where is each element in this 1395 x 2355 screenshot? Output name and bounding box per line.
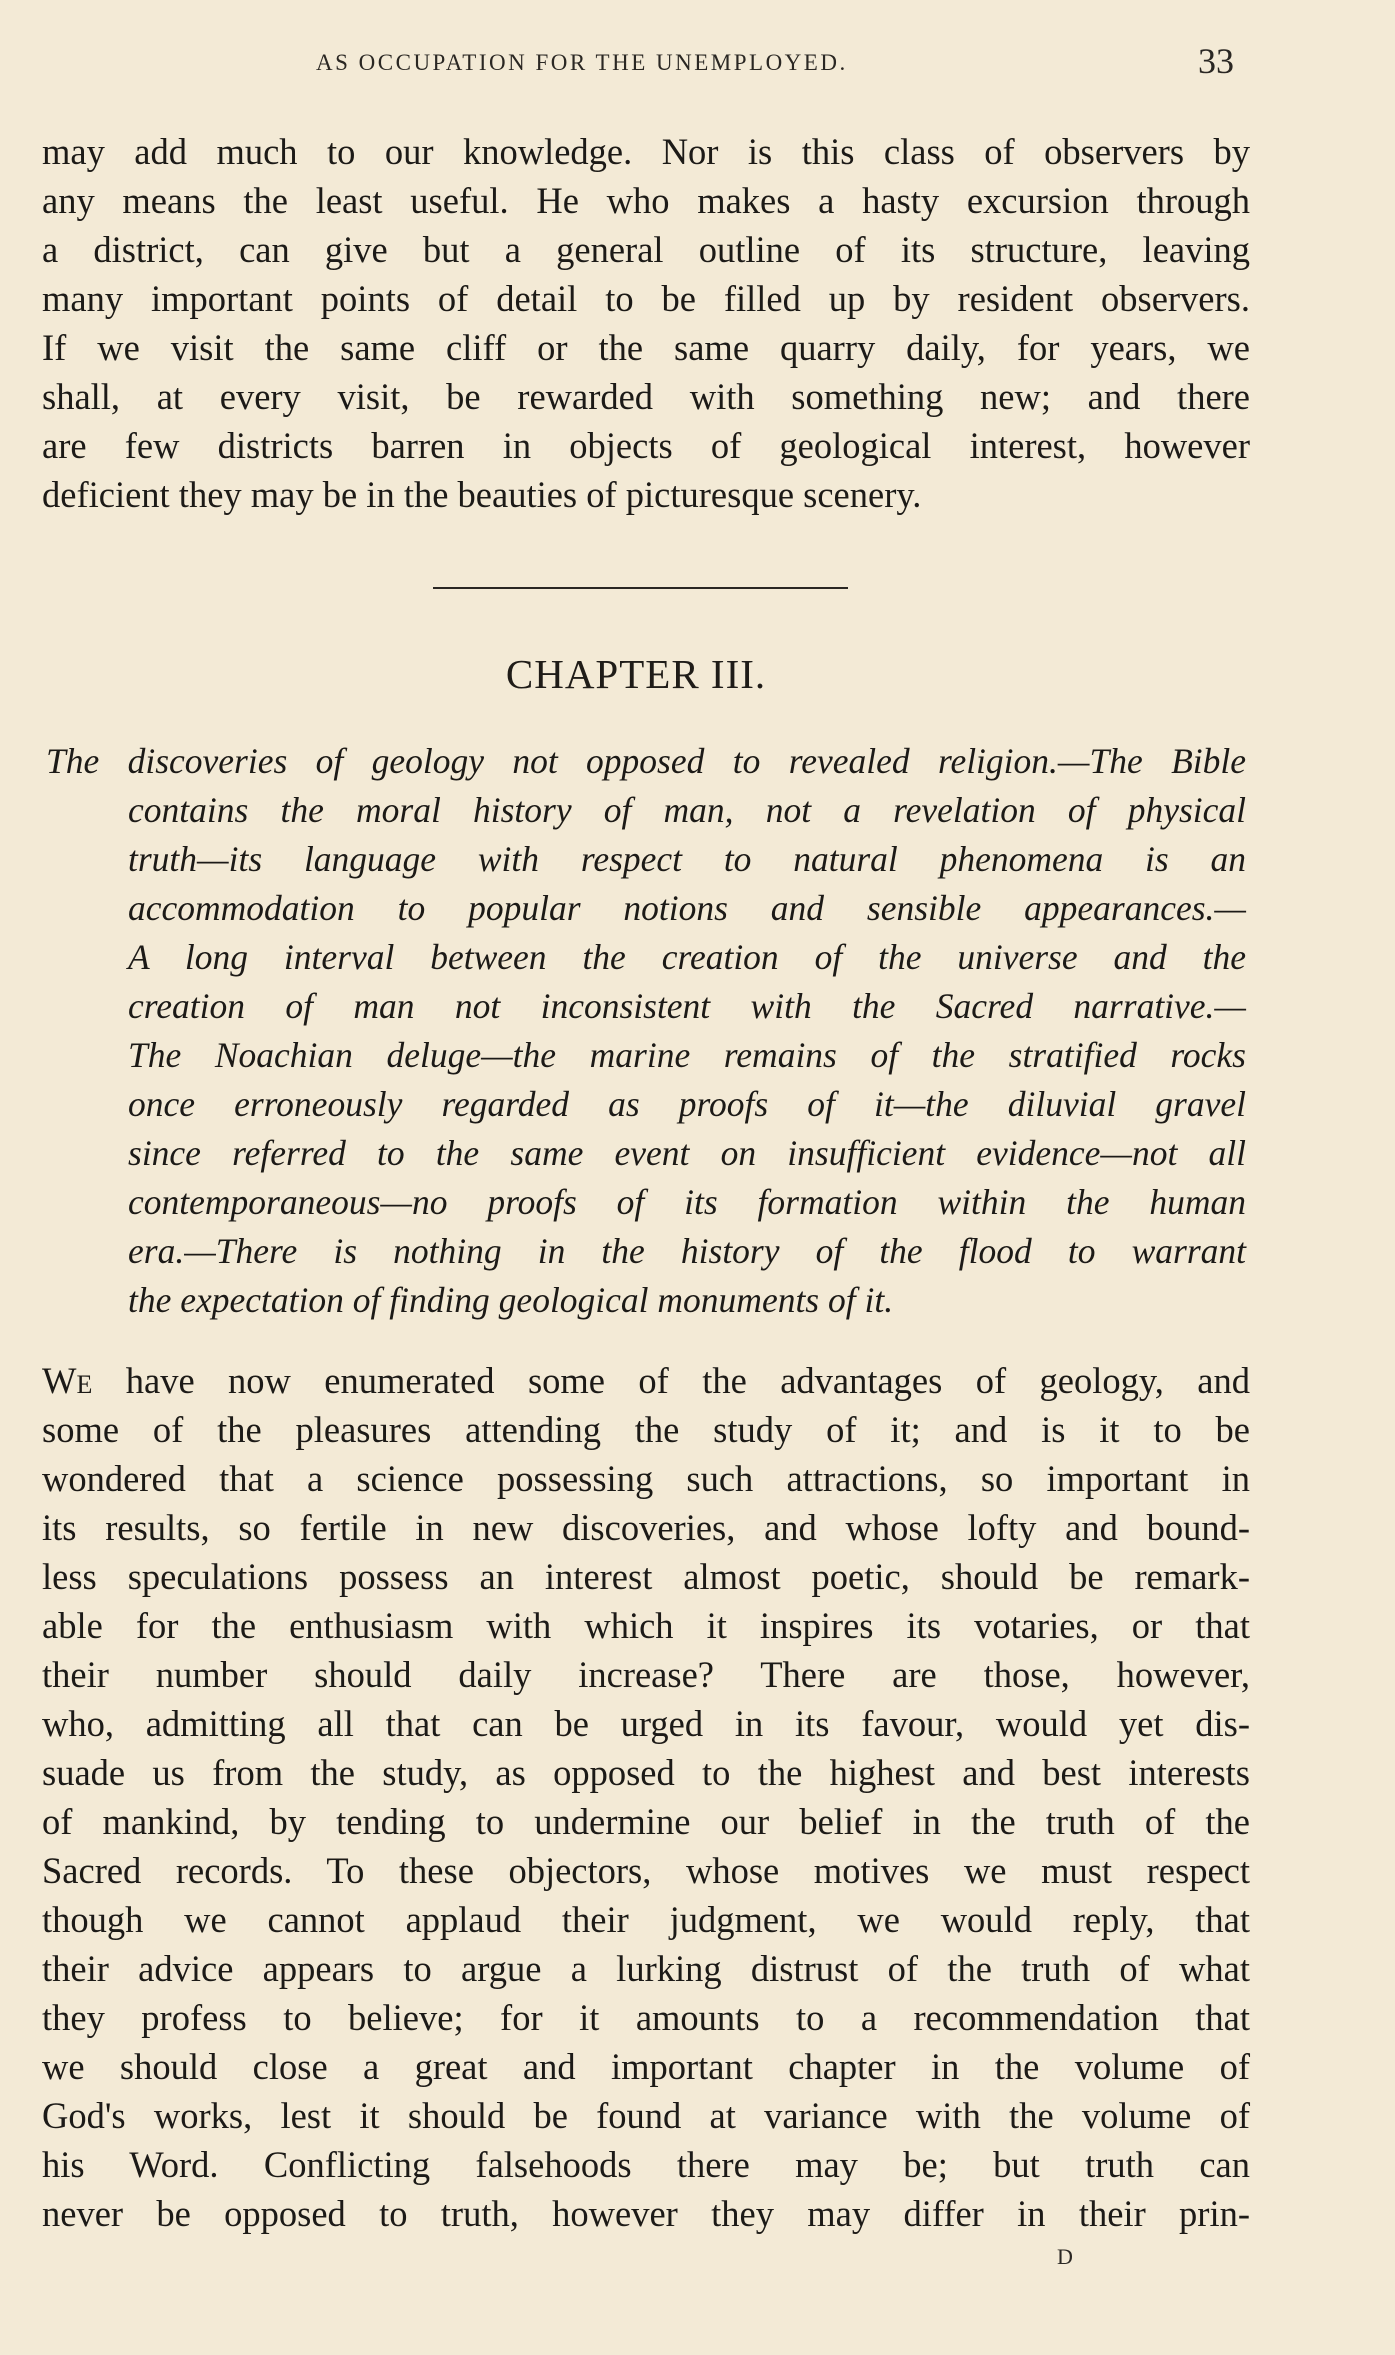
summary-line: contemporaneous—no proofs of its formation within the human xyxy=(128,1182,1246,1222)
text-line: who, admitting all that can be urged in its favour, would yet dis- xyxy=(42,1703,1250,1744)
text-line: never be opposed to truth, however they may differ in their prin- xyxy=(42,2193,1250,2234)
summary-line: accommodation to popular notions and sensible appearances.— xyxy=(128,888,1246,928)
text-line: shall, at every visit, be rewarded with something new; and there xyxy=(42,376,1250,417)
text-line: their advice appears to argue a lurking distrust of the truth of what xyxy=(42,1948,1250,1989)
chapter-title: CHAPTER III. xyxy=(505,651,767,697)
summary-line: once erroneously regarded as proofs of it—the diluvial gravel xyxy=(128,1084,1246,1124)
text-line: any means the least useful. He who makes a hasty excursion through xyxy=(42,180,1250,221)
text-line: a district, can give but a general outline of its structure, leaving xyxy=(42,229,1250,270)
text-line: though we cannot applaud their judgment, we would reply, that xyxy=(42,1899,1250,1940)
text-line: wondered that a science possessing such attractions, so important in xyxy=(42,1458,1250,1499)
summary-line: contains the moral history of man, not a revelation of physical xyxy=(128,790,1246,830)
summary-line: A long interval between the creation of the universe and the xyxy=(128,937,1246,977)
page-number: 33 xyxy=(1198,41,1234,81)
summary-line: the expectation of finding geological monuments of it. xyxy=(128,1280,894,1320)
text-line: of mankind, by tending to undermine our belief in the truth of the xyxy=(42,1801,1250,1842)
section-divider xyxy=(433,587,848,589)
summary-line: era.—There is nothing in the history of the flood to warrant xyxy=(128,1231,1246,1271)
summary-line: creation of man not inconsistent with the Sacred narrative.— xyxy=(128,986,1246,1026)
text-line: we should close a great and important chapter in the volume of xyxy=(42,2046,1250,2087)
summary-line: since referred to the same event on insufficient evidence—not all xyxy=(128,1133,1246,1173)
text-line: some of the pleasures attending the study of it; and is it to be xyxy=(42,1409,1250,1450)
text-line: its results, so fertile in new discoveries, and whose lofty and bound- xyxy=(42,1507,1250,1548)
text-span: have now enumerated some of the advantages of geology, and xyxy=(92,1360,1250,1401)
text-line: God's works, lest it should be found at variance with the volume of xyxy=(42,2095,1250,2136)
text-line: their number should daily increase? There are those, however, xyxy=(42,1654,1250,1695)
summary-line: The discoveries of geology not opposed to revealed religion.—The Bible xyxy=(46,741,1246,781)
text-line: they profess to believe; for it amounts to a recommendation that xyxy=(42,1997,1250,2038)
text-line: are few districts barren in objects of geological interest, however xyxy=(42,425,1250,466)
text-line: many important points of detail to be filled up by resident observers. xyxy=(42,278,1250,319)
text-line: may add much to our knowledge. Nor is this class of observers by xyxy=(42,131,1250,172)
text-line: less speculations possess an interest almost poetic, should be remark- xyxy=(42,1556,1250,1597)
running-head: AS OCCUPATION FOR THE UNEMPLOYED. xyxy=(316,50,848,75)
signature-mark: D xyxy=(1057,2244,1073,2269)
text-line: suade us from the study, as opposed to the highest and best interests xyxy=(42,1752,1250,1793)
text-line: deficient they may be in the beauties of picturesque scenery. xyxy=(42,474,922,515)
summary-line: truth—its language with respect to natural phenomena is an xyxy=(128,839,1246,879)
text-line: able for the enthusiasm with which it inspires its votaries, or that xyxy=(42,1605,1250,1646)
text-line: his Word. Conflicting falsehoods there may be; but truth can xyxy=(42,2144,1250,2185)
opening-word: We xyxy=(42,1360,93,1401)
text-line: Sacred records. To these objectors, whose motives we must respect xyxy=(42,1850,1250,1891)
text-line: If we visit the same cliff or the same quarry daily, for years, we xyxy=(42,327,1250,368)
summary-line: The Noachian deluge—the marine remains of the stratified rocks xyxy=(128,1035,1246,1075)
text-line xyxy=(42,1357,1250,1405)
